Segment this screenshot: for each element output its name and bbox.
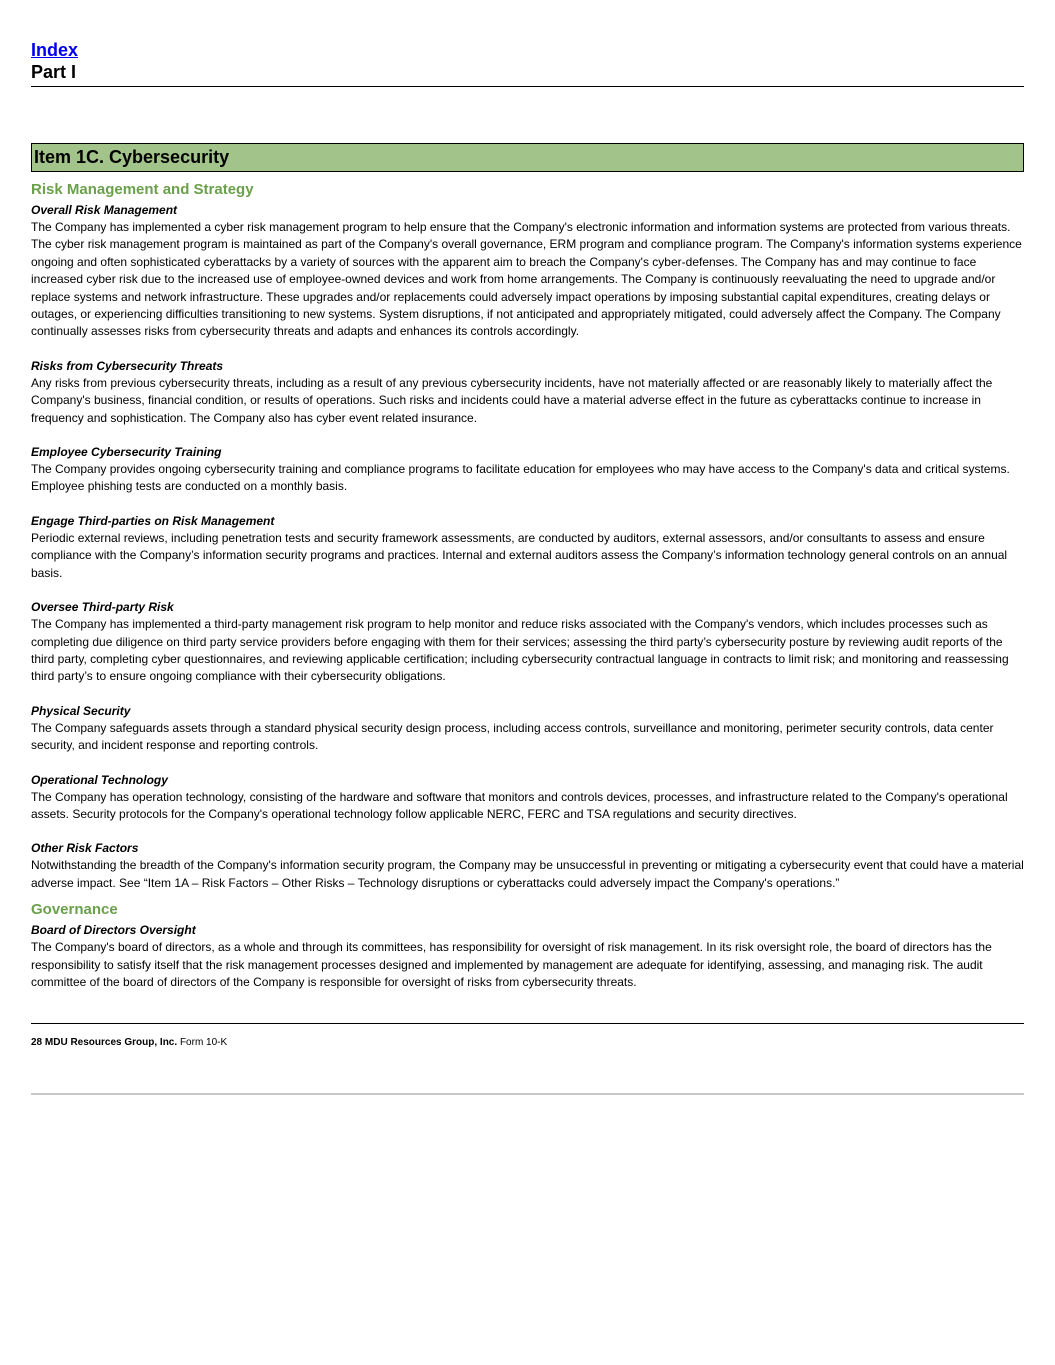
subsection-third-parties [31,513,1024,582]
subsection-operational-technology [31,772,1024,824]
subheading-oversee-risk: Oversee Third-party Risk [31,600,174,615]
content-body [31,181,1024,1008]
subsection-board-oversight [31,922,1024,991]
subsection-training [31,444,1024,496]
section-heading-risk-management: Risk Management and Strategy [31,181,254,198]
top-divider [31,86,1024,87]
item-title-bar: Item 1C. Cybersecurity [31,143,1024,172]
section-heading-governance: Governance [31,901,118,919]
page-footer [31,1037,227,1049]
subheading-physical-security: Physical Security [31,703,131,718]
subheading-operational-technology: Operational Technology [31,772,168,787]
paragraph-threats: Any risks from previous cybersecurity threats, including as a result of any previous cybersecurity incidents, have not materially affected or are reasonably likely to materially affect the Company's business, financial condition, or results of operations. Such risks and incidents could have a material adverse effect in the future as cyberattacks continue to increase in frequency and sophistication. The Company also has cyber event related insurance. [31,375,993,425]
subsection-other-risk [31,840,1024,892]
paragraph-other-risk: Notwithstanding the breadth of the Company's information security program, the Company may be unsuccessful in preventing or mitigating a cybersecurity event that could have a material adverse impact. See “Item 1A – Risk Factors – Other Risks – Technology disruptions or cyberattacks could adversely impact the Company's operations.” [31,858,1024,890]
subheading-other-risk: Other Risk Factors [31,841,139,856]
paragraph-training: The Company provides ongoing cybersecurity training and compliance programs to facilitate education for employees who may have access to the Company's data and critical systems. Employee phishing tests are conducted on a monthly basis. [31,462,1010,494]
part-label: Part I [31,62,77,82]
paragraph-board-oversight: The Company's board of directors, as a whole and through its committees, has responsibility for oversight of risk management. In its risk oversight role, the board of directors has the responsibility to satisfy itself that the risk management processes designed and implemented by management are adequate for identifying, assessing, and managing risk. The audit committee of the board of directors of the Company is responsible for oversight of risks from cybersecurity threats. [31,940,992,989]
paragraph-operational-technology: The Company has operation technology, consisting of the hardware and software that monitors and controls devices, processes, and infrastructure related to the Company's operational assets. Security protocols for the Company's operational technology follow applicable NERC, FERC and TSA regulations and security directives. [31,789,1008,821]
subheading-board-oversight: Board of Directors Oversight [31,923,196,938]
subheading-overall-risk: Overall Risk Management [31,203,178,217]
subheading-threats: Risks from Cybersecurity Threats [31,358,224,373]
paragraph-oversee-risk: The Company has implemented a third-party management risk program to help monitor and reduce risks associated with the Company's vendors, which includes processes such as completing due diligence on third party service providers before engaging with them for their services; assessing the third party’s cybersecurity posture by reviewing audit reports of the third party, completing cyber questionnaires, and reviewing applicable certification; including cybersecurity contractual language in contracts to limit risk; and monitoring and reassessing third party’s to ensure ongoing compliance with their cybersecurity obligations. [31,617,1009,684]
subheading-third-parties: Engage Third-parties on Risk Management [31,513,275,528]
footer-page-company: 28 MDU Resources Group, Inc. [31,1037,178,1048]
paragraph-overall-risk: The Company has implemented a cyber risk management program to help ensure that the Company's electronic information and information systems are protected from various threats. The cyber risk management program is maintained as part of the Company's overall governance, ERM program and compliance program. The Company's information systems experience ongoing and often sophisticated cyberattacks by a variety of sources with the apparent aim to breach the Company's cyber-defenses. The Company has and may continue to face increased cyber risk due to the increased use of employee-owned devices and work from home arrangements. The Company is continuously reevaluating the need to upgrade and/or replace systems and network infrastructure. These upgrades and/or replacements could adversely impact operations by imposing substantial capital expenditures, creating delays or outages, or experiencing difficulties transitioning to new systems. System disruptions, if not anticipated and appropriately mitigated, could adversely affect the Company. The Company continually assesses risks from cybersecurity threats and adapts and enhances its controls accordingly. [31,220,1022,339]
index-link[interactable]: Index [31,40,79,60]
subsection-oversee-risk [31,599,1024,686]
paragraph-third-parties: Periodic external reviews, including penetration tests and security framework assessments, are conducted by auditors, external assessors, and/or consultants to assess and ensure compliance with the Company’s information security programs and practices. Internal and external auditors assess the Company’s information technology general controls on an annual basis. [31,530,1008,580]
page-end-divider [31,1093,1024,1095]
subsection-overall-risk [31,202,1024,341]
subheading-training: Employee Cybersecurity Training [31,445,222,460]
subsection-physical-security [31,703,1024,755]
footer-divider [31,1023,1024,1024]
footer-form: Form 10-K [179,1037,228,1048]
subsection-threats [31,358,1024,427]
paragraph-physical-security: The Company safeguards assets through a standard physical security design process, including access controls, surveillance and monitoring, perimeter security controls, data center security, and incident response and reporting controls. [31,720,994,753]
